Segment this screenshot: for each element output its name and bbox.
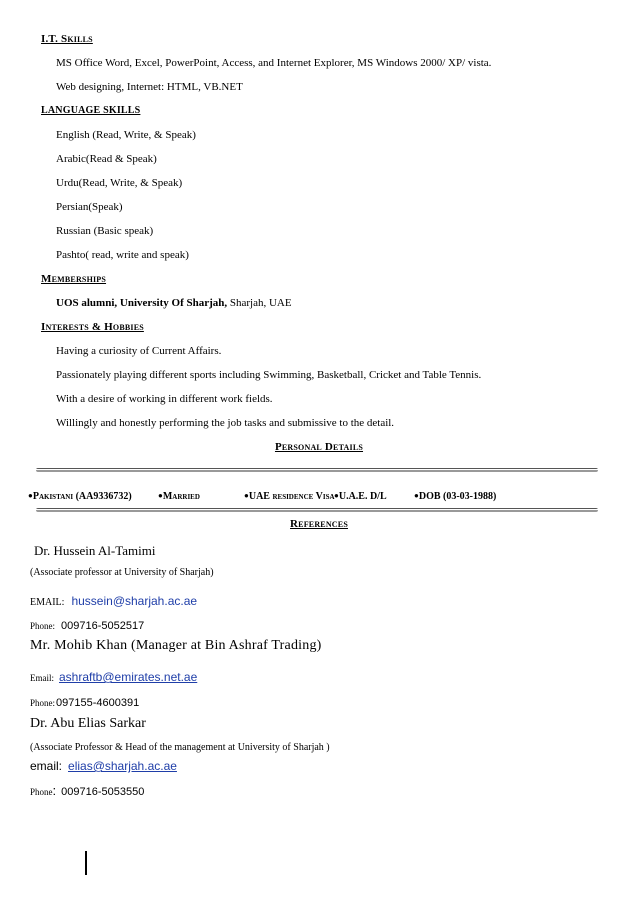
ref2-name: Mr. Mohib Khan (Manager at Bin Ashraf Trading) (30, 638, 322, 653)
ref2-phone-label: Phone: (30, 698, 56, 708)
page-margin-bar (85, 851, 87, 875)
language-skills-heading: LANGUAGE SKILLS (41, 105, 141, 116)
ref3-phone-row (30, 782, 144, 800)
ref1-name: Dr. Hussein Al-Tamimi (34, 543, 156, 558)
membership-location: Sharjah, UAE (227, 297, 292, 309)
language-item: Arabic(Read & Speak) (56, 153, 157, 165)
dob-label: DOB (03-03-1988) (418, 491, 497, 502)
interest-item: With a desire of working in different work fields. (56, 393, 273, 405)
ref2-email-row (30, 668, 197, 686)
membership-org: UOS alumni, University Of Sharjah, (56, 297, 228, 309)
membership-item (56, 297, 292, 309)
it-skills-item: Web designing, Internet: HTML, VB.NET (56, 81, 243, 93)
nationality-label: Pakistani (32, 491, 74, 502)
it-skills-heading: I.T. Skills (41, 33, 93, 45)
divider-top (36, 468, 598, 472)
ref3-phone-separator: : (52, 783, 57, 798)
it-skills-item: MS Office Word, Excel, PowerPoint, Access, and Internet Explorer, MS Windows 2000/ XP/ vista. (56, 57, 492, 69)
bullet-icon: ● (28, 491, 33, 500)
language-item: Pashto( read, write and speak) (56, 249, 189, 261)
ref3-email-row (30, 757, 177, 775)
visa-prefix: UAE (248, 491, 270, 502)
driving-license (334, 491, 387, 502)
personal-details-row (28, 491, 618, 505)
license-label: U.A.E. D/L (338, 491, 387, 502)
ref1-email-label: EMAIL: (30, 597, 65, 608)
ref1-title: (Associate professor at University of Sharjah) (30, 567, 214, 578)
interests-heading: Interests & Hobbies (41, 321, 144, 333)
ref3-email-link[interactable]: elias@sharjah.ac.ae (68, 759, 177, 773)
interest-item: Passionately playing different sports including Swimming, Basketball, Cricket and Table Tennis. (56, 369, 482, 381)
bullet-icon: ● (334, 491, 339, 500)
ref2-email-link[interactable]: ashraftb@emirates.net.ae (59, 670, 198, 684)
nationality (28, 491, 132, 502)
visa-status (244, 491, 335, 502)
ref3-phone-label: Phone (30, 787, 53, 797)
ref3-email-label: email: (30, 759, 63, 773)
ref3-name: Dr. Abu Elias Sarkar (30, 716, 146, 731)
ref1-phone-row (30, 616, 144, 634)
marital-status-label: Married (162, 491, 200, 502)
marital-status (158, 491, 200, 502)
personal-details-heading: Personal Details (274, 441, 364, 453)
ref2-phone: 097155-4600391 (56, 697, 140, 709)
divider-bottom (36, 508, 598, 512)
ref2-phone-row (30, 693, 139, 711)
ref1-phone: 009716-5052517 (61, 620, 145, 632)
interest-item: Willingly and honestly performing the job tasks and submissive to the detail. (56, 417, 395, 429)
language-item: Urdu(Read, Write, & Speak) (56, 177, 183, 189)
language-item: Persian(Speak) (56, 201, 123, 213)
bullet-icon: ● (414, 491, 419, 500)
bullet-icon: ● (244, 491, 249, 500)
visa-label: residence Visa (269, 491, 335, 502)
bullet-icon: ● (158, 491, 163, 500)
ref3-title: (Associate Professor & Head of the management at University of Sharjah ) (30, 742, 330, 753)
ref2-email-label: Email: (30, 673, 54, 683)
passport-number: (AA9336732) (73, 491, 132, 502)
ref3-phone: 009716-5053550 (61, 786, 145, 798)
ref1-phone-label: Phone: (30, 621, 56, 631)
ref1-email-row (30, 592, 197, 610)
date-of-birth (414, 491, 496, 502)
language-item: Russian (Basic speak) (56, 225, 154, 237)
language-item: English (Read, Write, & Speak) (56, 129, 196, 141)
memberships-heading: Memberships (41, 273, 107, 285)
ref1-email-link[interactable]: hussein@sharjah.ac.ae (71, 594, 198, 608)
references-heading: References (290, 518, 348, 530)
interest-item: Having a curiosity of Current Affairs. (56, 345, 222, 357)
